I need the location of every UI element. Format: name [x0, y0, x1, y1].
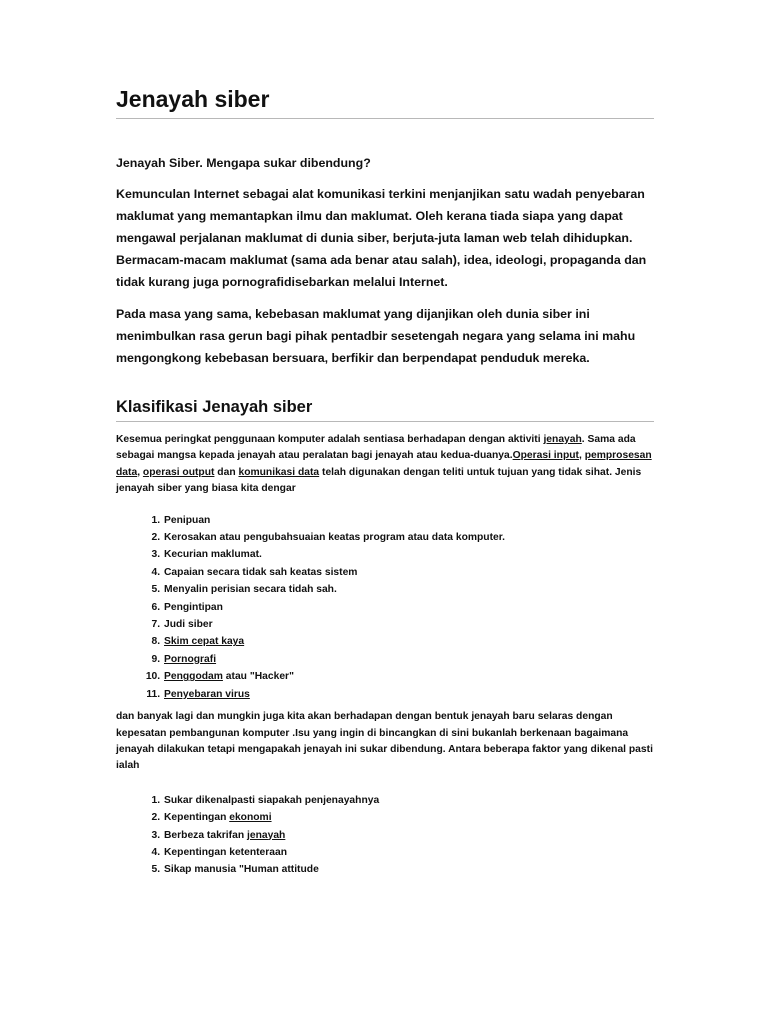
paragraph-freedom: Pada masa yang sama, kebebasan maklumat yang dijanjikan oleh dunia siber ini menimbulkan rasa gerun bagi pihak pentadbir sesetengah negara yang selama ini mahu mengongkong kebebasan bersuara, berfikir dan berpendapat penduduk mereka.: [116, 307, 636, 365]
factors-paragraph: dan banyak lagi dan mungkin juga kita akan berhadapan dengan bentuk jenayah baru selaras dengan kepesatan pembangunan komputer .Isu yang ingin di bincangkan di sini bukanlah berkenaan bagaimana jenayah dilakukan tetapi mengapakah jenayah ini sukar dibendung. Antara beberapa faktor yang dikenal pasti ialah: [116, 711, 653, 772]
link-operasi-input[interactable]: Operasi input: [512, 450, 579, 462]
link-jenayah[interactable]: jenayah: [543, 434, 582, 445]
list-item-text: Penipuan: [164, 514, 211, 526]
link-komunikasi-data[interactable]: komunikasi data: [238, 466, 320, 478]
list-item: [163, 599, 654, 616]
list-item: [163, 581, 654, 598]
list-item: [163, 616, 654, 633]
list-item: [163, 546, 654, 563]
list-item-text: Berbeza takrifan: [164, 829, 247, 841]
link-ekonomi[interactable]: ekonomi: [229, 812, 272, 824]
link-jenayah-2[interactable]: jenayah: [246, 829, 286, 841]
link-pemprosesan-data[interactable]: pemprosesan data: [116, 450, 652, 478]
page-title: Jenayah siber: [116, 84, 654, 119]
link-operasi-output[interactable]: operasi output: [142, 466, 215, 478]
link-penyebaran-virus[interactable]: Penyebaran virus: [164, 688, 250, 700]
classification-paragraph: [116, 432, 654, 498]
list-item-text: atau "Hacker": [222, 671, 294, 683]
document-page: [116, 84, 654, 879]
factors-list: [116, 792, 654, 879]
list-item: [163, 564, 654, 581]
list-item: [163, 861, 654, 878]
list-item-text: Kepentingan ketenteraan: [164, 846, 288, 858]
list-item-text: Sikap manusia "Human attitude: [164, 864, 319, 876]
intro-question: Jenayah Siber. Mengapa sukar dibendung?: [116, 156, 371, 170]
cybercrime-types-list: [116, 512, 654, 703]
list-item-text: Kepentingan: [164, 812, 230, 824]
list-item-text: Judi siber: [164, 619, 213, 631]
list-item: [163, 668, 654, 685]
list-item: [163, 809, 654, 826]
list-item: [163, 844, 654, 861]
list-item: [163, 633, 654, 650]
text-run: telah digunakan dengan teliti untuk tujuan yang tidak sihat. Jenis jenayah siber yang biasa kita dengar: [116, 466, 642, 495]
list-item: [163, 529, 654, 546]
list-item-text: Sukar dikenalpasti siapakah penjenayahnya: [164, 794, 380, 806]
section-heading: Klasifikasi Jenayah siber: [116, 396, 654, 422]
list-item-text: Kecurian maklumat.: [164, 549, 262, 561]
paragraph-internet: Kemunculan Internet sebagai alat komunikasi terkini menjanjikan satu wadah penyebaran maklumat yang memantapkan ilmu dan maklumat. Oleh kerana tiada siapa yang dapat mengawal perjalanan maklumat di dunia siber, berjuta-juta laman web telah dihidupkan. Bermacam-macam maklumat (sama ada benar atau salah), idea, ideologi, propaganda dan tidak kurang juga pornografidisebarkan melalui Internet.: [116, 187, 647, 289]
list-item-text: Pengintipan: [164, 601, 223, 613]
list-item: [163, 686, 654, 703]
link-penggodam[interactable]: Penggodam: [164, 671, 223, 683]
link-skim-cepat-kaya[interactable]: Skim cepat kaya: [164, 636, 245, 648]
list-item: [163, 792, 654, 809]
text-run: Kesemua peringkat penggunaan komputer adalah sentiasa berhadapan dengan aktiviti: [116, 434, 544, 445]
text-run: ,: [578, 450, 585, 462]
text-run: . Sama ada sebagai mangsa kepada jenayah atau peralatan bagi jenayah atau kedua-duanya.: [116, 434, 636, 462]
link-pornografi[interactable]: Pornografi: [164, 653, 217, 665]
text-run: dan: [214, 466, 239, 478]
list-item-text: Capaian secara tidak sah keatas sistem: [164, 566, 358, 578]
list-item-text: Menyalin perisian secara tidah sah.: [164, 584, 337, 596]
list-item-text: Kerosakan atau pengubahsuaian keatas program atau data komputer.: [164, 532, 506, 544]
list-item: [163, 651, 654, 668]
list-item: [163, 512, 654, 529]
list-item: [163, 827, 654, 844]
text-run: ,: [137, 466, 143, 478]
